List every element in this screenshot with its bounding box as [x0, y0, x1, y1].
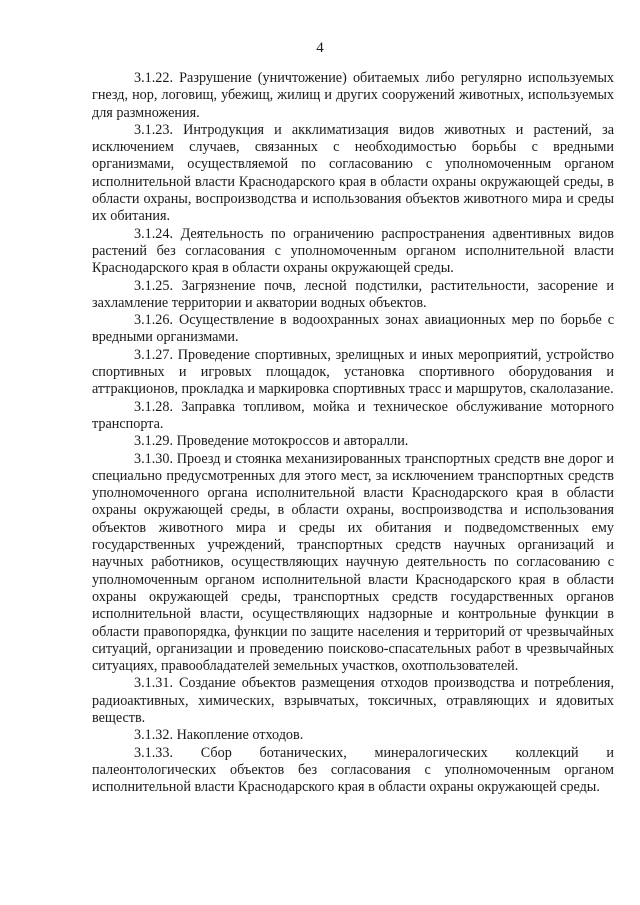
paragraph-3-1-22: 3.1.22. Разрушение (уничтожение) обитаемых либо регулярно используемых гнезд, нор, логовищ, убежищ, жилищ и других сооружений животных, используемых для размножения. — [92, 70, 614, 121]
paragraph-3-1-25: 3.1.25. Загрязнение почв, лесной подстилки, растительности, засорение и захламление территории и акватории водных объектов. — [92, 277, 614, 311]
paragraph-3-1-28: 3.1.28. Заправка топливом, мойка и техническое обслуживание моторного транспорта. — [92, 398, 614, 432]
paragraph-3-1-30: 3.1.30. Проезд и стоянка механизированных транспортных средств вне дорог и специально предусмотренных для этого мест, за исключением транспортных средств уполномоченного органа исполнительной власти Краснодарского края в области охраны окружающей среды, в области охраны, воспроизводства и использования объектов животного мира и среды их обитания и подведомственных ему государственных учреждений, транспортных средств научных организаций и научных работников, осуществляющих научную деятельность по согласованию с уполномоченным органом исполнительной власти Краснодарского края в области охраны окружающей среды, транспортных средств государственных органов исполнительной власти, осуществляющих надзорные и контрольные функции в области правопорядка, функции по защите населения и территорий от чрезвычайных ситуаций, организации и проведению поисково-спасательных работ в чрезвычайных ситуациях, правообладателей земельных участков, охотпользователей. — [92, 450, 614, 675]
paragraph-3-1-27: 3.1.27. Проведение спортивных, зрелищных и иных мероприятий, устройство спортивных и игровых площадок, установка спортивного оборудования и аттракционов, прокладка и маркировка спортивных трасс и маршрутов, скалолазание. — [92, 346, 614, 398]
document-body — [92, 70, 614, 796]
paragraph-3-1-33: 3.1.33. Сбор ботанических, минералогических коллекций и палеонтологических объектов без согласования с уполномоченным органом исполнительной власти Краснодарского края в области охраны окружающей среды. — [92, 744, 614, 796]
paragraph-3-1-23: 3.1.23. Интродукция и акклиматизация видов животных и растений, за исключением случаев, связанных с необходимостью борьбы с вредными организмами, осуществляемой по согласованию с уполномоченным органом исполнительной власти Краснодарского края в области охраны окружающей среды, в области охраны, воспроизводства и использования объектов животного мира и среды их обитания. — [92, 121, 614, 225]
paragraph-3-1-29: 3.1.29. Проведение мотокроссов и авторалли. — [134, 433, 409, 450]
paragraph-3-1-24: 3.1.24. Деятельность по ограничению распространения адвентивных видов растений без согласования с уполномоченным органом исполнительной власти Краснодарского края в области охраны окружающей среды. — [92, 225, 614, 277]
paragraph-3-1-26: 3.1.26. Осуществление в водоохранных зонах авиационных мер по борьбе с вредными организмами. — [92, 312, 614, 346]
paragraph-3-1-32: 3.1.32. Накопление отходов. — [134, 727, 304, 744]
paragraph-3-1-31: 3.1.31. Создание объектов размещения отходов производства и потребления, радиоактивных, химических, взрывчатых, токсичных, отравляющих и ядовитых веществ. — [92, 675, 614, 726]
page-number: 4 — [316, 40, 324, 56]
